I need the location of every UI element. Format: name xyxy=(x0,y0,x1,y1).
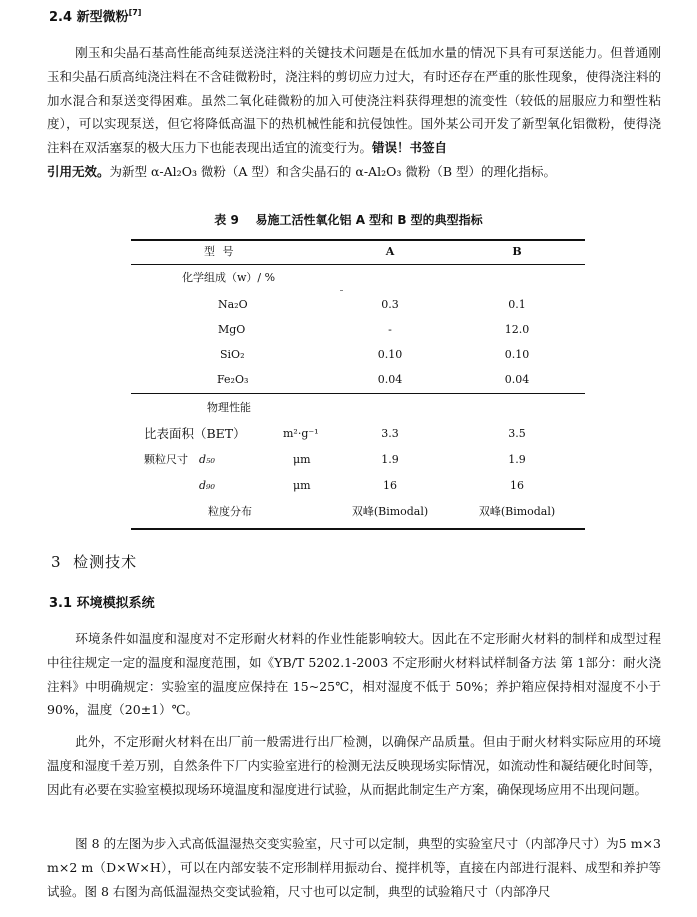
table-bottom-rule xyxy=(131,528,585,530)
para-line: 发了新型氧化铝微粉，使得浇注料在双活塞泵的极大压力下也能表现出适宜的流变行为。 xyxy=(47,116,661,156)
paragraph-3-1-a xyxy=(47,627,661,722)
table-header-type: 型 号 xyxy=(204,245,236,258)
table-row-label: 粒度分布 xyxy=(208,505,252,518)
broken-bookmark-error: 错误！书签自 xyxy=(372,140,448,156)
para-line: 的环境温度和湿度千差万别，自然条件下厂内实验室进行的检测无法反映现场实际情况，如流动性和凝 xyxy=(47,734,661,773)
para-line: 环境条件如温度和湿度对不定形耐火材料的作业性能影响较大。因此在不定形耐火材料的制样和成 xyxy=(75,631,623,646)
para-line: 普通刚玉和尖晶石质高纯浇注料在不含硅微粉时，浇注料的剪切应力过大，有时还存在严重的胀性现象， xyxy=(47,45,661,84)
para-line: 型和养护等试验。图 8 右图为高低温湿热交变试验箱，尺寸也可以定制，典型的试验箱尺寸（内部净尺 xyxy=(47,859,661,899)
table-row-label: Na₂O xyxy=(218,298,248,311)
section-heading-3-1 xyxy=(49,595,155,613)
para-line: 此外，不定形耐火材料在出厂前一般需进行出厂检测，以确保产品质量。但由于耐火材料实际应用 xyxy=(75,734,623,749)
para-line: 图 8 的左图为步入式高低温湿热交变实验室，尺寸可以定制，典型的实验室尺寸（内部净尺寸）为 xyxy=(75,836,619,851)
table-unit: μm xyxy=(293,453,311,466)
section-number: 3 xyxy=(51,553,62,571)
para-line: 为新型 α-Al₂O₃ 微粉（A 型）和含尖晶石的 α-Al₂O₃ 微粉（B 型）的理化指标。 xyxy=(109,163,556,179)
para-line: 结硬化时间等，因此有必要在实验室模拟现场环境温度和湿度进行试验，从而据此制定生产方案，确保 xyxy=(47,757,661,797)
paragraph-3-1-b xyxy=(47,730,661,801)
section-number: 2.4 xyxy=(49,10,73,25)
table-unit: m²·g⁻¹ xyxy=(283,427,319,440)
paragraph-3-1-c xyxy=(47,832,661,903)
table-row-label: 比表面积（BET） xyxy=(144,426,246,441)
scan-speck xyxy=(340,290,343,291)
para-line: 现场应用不出现问题。 xyxy=(522,781,648,797)
table-header-rule xyxy=(131,264,585,265)
table-caption: 表 9 易施工活性氧化铝 A 型和 B 型的典型指标 xyxy=(214,213,483,227)
para-line: 部分：耐火浇注料》中明确规定：实验室的温度应保持在 15~25℃，相对湿度不低于 50%；养护箱应 xyxy=(47,654,661,694)
table-unit: μm xyxy=(293,479,311,492)
section-heading-3 xyxy=(51,552,137,572)
table-row-label: SiO₂ xyxy=(220,348,245,361)
para-line: 型过程中往往规定一定的温度和湿度范围，如《YB/T 5202.1-2003 不定形耐火材料试样制备方法 第 1 xyxy=(47,631,661,670)
table-row-sublabel: d₅₀ xyxy=(199,453,215,466)
citation-ref: [7] xyxy=(128,8,142,17)
section-title: 检测技术 xyxy=(73,553,138,571)
para-line: 刚玉和尖晶石基高性能高纯泵送浇注料的关键技术问题是在低加水量的情况下具有可泵送能力。但 xyxy=(75,45,623,60)
broken-bookmark-error: 引用无效。 xyxy=(47,163,110,179)
table-group-chem: 化学组成（w）/ % xyxy=(182,271,276,284)
table-row-label: 颗粒尺寸 xyxy=(144,453,188,466)
section-heading-2-4 xyxy=(49,9,141,27)
table-top-rule xyxy=(131,239,585,241)
para-line: 使得浇注料的加水混合和泵送变得困难。虽然二氧化硅微粉的加入可使浇注料获得理想的流变性（较低 xyxy=(47,68,661,108)
table-row-label: MgO xyxy=(218,323,246,336)
section-title: 新型微粉 xyxy=(76,10,129,25)
document-page: 2.4 新型微粉[7] 刚玉和尖晶石基高性能高纯泵送浇注料的关键技术问题是在低加水量的情况下具有可泵送能力。但普通刚玉和尖晶石质高纯浇注料在不含硅微粉时，浇注料的剪切应力过大，有时还存在严重的胀性现象，使得浇注料的加水混合和泵送变得困难。虽然二氧化硅微粉的加入可使浇注料获得理想的流变性（较低的屈服应力和塑性粘度），可以实现泵送，但它将降低高温下的热机械性能和抗侵蚀性。国外某公司开发了新型氧化铝微粉，使得浇注料在双活塞泵的极大压力下也能表现出适宜的流变行为。错误！书签自 引用无效。为新型 α-Al₂O₃ 微粉（A 型）和含尖晶石的 α-Al₂O₃ 微粉（B 型）的理化指标。 表 9 易施工活性氧化铝 A 型和 B 型的典型指标 型 号 A B 化学组成（w）/ % Na₂O 0.3 0.1 MgO - 12.0 SiO₂ 0.10 0.10 Fe₂O₃ 0.04 0.04 物理性能 比表面积（BET） m²·g⁻¹ 3.3 3.5 颗粒尺寸 d₅₀ μm 1.9 1.9 d₉₀ μm 16 16 粒度分布 双峰(Bimodal) 双峰(Bimodal) 3 检测技术 3.1 环境模拟系统 环境条件如温度和湿度对不定形耐火材料的作业性能影响较大。因此在不定形耐火材料的制样和成型过程中往往规定一定的温度和湿度范围，如《YB/T 5202.1-2003 不定形耐火材料试样制备方法 第 1部分：耐火浇注料》中明确规定：实验室的温度应保持在 15~25℃，相对湿度不低于 50%；养护箱应保持相对湿度不小于 90%，温度（20±1）℃。 此外，不定形耐火材料在出厂前一般需进行出厂检测，以确保产品质量。但由于耐火材料实际应用的环境温度和湿度千差万别，自然条件下厂内实验室进行的检测无法反映现场实际情况，如流动性和凝结硬化时间等，因此有必要在实验室模拟现场环境温度和湿度进行试验，从而据此制定生产方案，确保现场应用不出现问题。 图 8 的左图为步入式高低温湿热交变实验室，尺寸可以定制，典型的实验室尺寸（内部净尺寸）为5 m×3 m×2 m（D×W×H），可以在内部安装不定形制样用振动台、搅拌机等，直接在内部进行混料、成型和养护等试验。图 8 右图为高低温湿热交变试验箱，尺寸也可以定制，典型的试验箱尺寸（内部净尺 xyxy=(0,0,697,917)
para-line: 5 m×3 m×2 m（D×W×H），可以在内部安装不定形制样用振动台、搅拌机等，直接在内部进行混料、成 xyxy=(47,836,661,875)
table-mid-rule xyxy=(131,393,585,394)
section-number: 3.1 xyxy=(49,596,73,611)
table-group-phys: 物理性能 xyxy=(207,401,251,414)
para-line: 的屈服应力和塑性粘度），可以实现泵送，但它将降低高温下的热机械性能和抗侵蚀性。国外某公司开 xyxy=(47,92,661,132)
paragraph-2-4 xyxy=(47,41,661,184)
section-title: 环境模拟系统 xyxy=(76,596,155,611)
table-row-label: Fe₂O₃ xyxy=(217,373,249,386)
table-row-sublabel: d₉₀ xyxy=(199,479,215,492)
para-line: 保持相对湿度不小于 90%，温度（20±1）℃。 xyxy=(47,678,661,718)
